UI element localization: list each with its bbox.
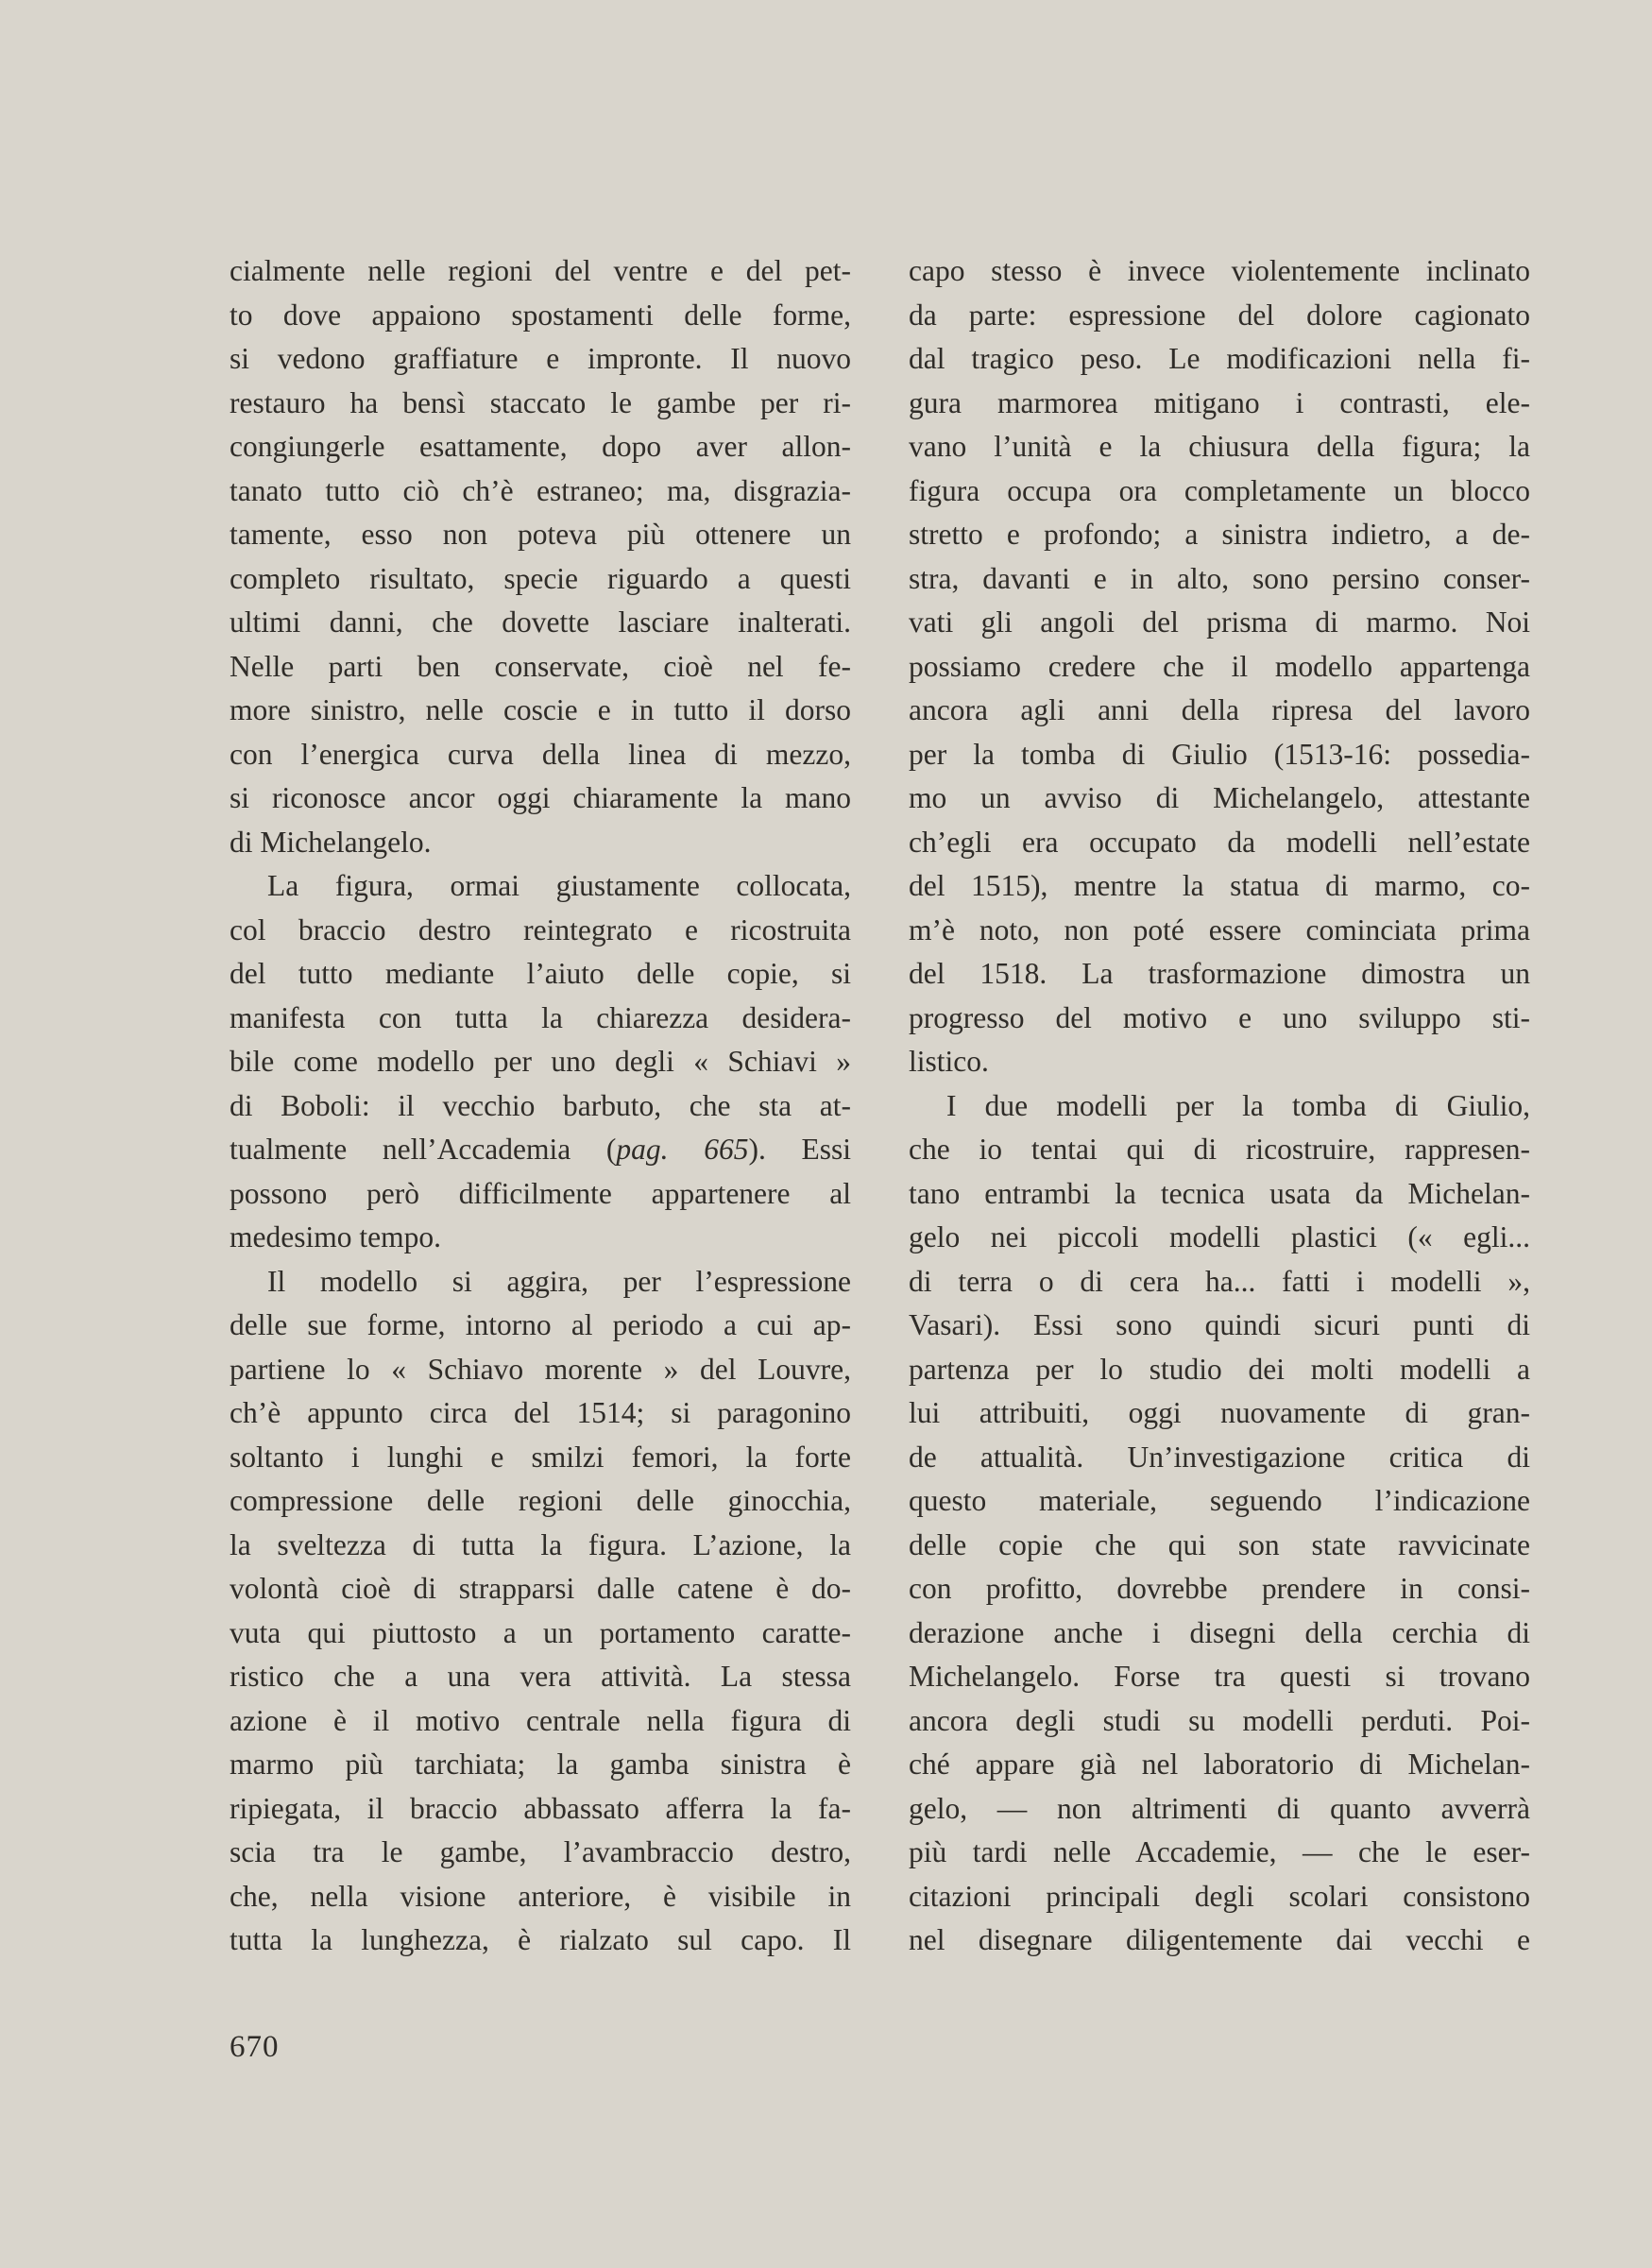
text-line: ancora agli anni della ripresa del lavoro (909, 693, 1530, 726)
page-reference: pag. 665 (616, 1133, 749, 1166)
text-line: possono però difficilmente appartenere al (230, 1176, 851, 1210)
text-line: marmo più tarchiata; la gamba sinistra è (230, 1748, 851, 1781)
text-line: more sinistro, nelle coscie e in tutto il dorso (230, 693, 851, 726)
text-line: vati gli angoli del prisma di marmo. Noi (909, 605, 1530, 639)
text-line: m’è noto, non poté essere cominciata prima (909, 912, 1530, 946)
page-number: 670 (230, 2030, 280, 2064)
text-line: delle copie che qui son state ravvicinate (909, 1527, 1530, 1561)
text-line: del 1515), mentre la statua di marmo, co- (909, 869, 1530, 902)
right-text-column (909, 249, 1530, 1963)
text-line: Michelangelo. Forse tra questi si trovano (909, 1660, 1530, 1693)
text-line: tualmente nell’Accademia (pag. 665). Essi (230, 1133, 851, 1166)
text-line: delle sue forme, intorno al periodo a cui ap- (230, 1308, 851, 1341)
text-line: tanato tutto ciò ch’è estraneo; ma, disgrazia- (230, 473, 851, 507)
text-line: del 1518. La trasformazione dimostra un (909, 957, 1530, 990)
text-line: di terra o di cera ha... fatti i modelli », (909, 1264, 1530, 1298)
text-line: ch’egli era occupato da modelli nell’estate (909, 825, 1530, 859)
text-line: ultimi danni, che dovette lasciare inalterati. (230, 605, 851, 639)
text-line: tamente, esso non poteva più ottenere un (230, 518, 851, 551)
text-line: progresso del motivo e uno sviluppo sti- (909, 1000, 1530, 1034)
text-line: Vasari). Essi sono quindi sicuri punti di (909, 1308, 1530, 1341)
text-line: restauro ha bensì staccato le gambe per ri- (230, 385, 851, 419)
text-line: gelo nei piccoli modelli plastici (« egli... (909, 1220, 1530, 1253)
text-line: dal tragico peso. Le modificazioni nella fi- (909, 342, 1530, 375)
text-line: Nelle parti ben conservate, cioè nel fe- (230, 649, 851, 683)
text-line: nel disegnare diligentemente dai vecchi e (909, 1923, 1530, 1956)
text-line: ristico che a una vera attività. La stessa (230, 1660, 851, 1693)
text-line: azione è il motivo centrale nella figura di (230, 1703, 851, 1737)
text-line: col braccio destro reintegrato e ricostruita (230, 912, 851, 946)
text-line: questo materiale, seguendo l’indicazione (909, 1484, 1530, 1517)
text-line: ancora degli studi su modelli perduti. Poi- (909, 1703, 1530, 1737)
text-line: la sveltezza di tutta la figura. L’azione, la (230, 1527, 851, 1561)
text-line: gura marmorea mitigano i contrasti, ele- (909, 385, 1530, 419)
text-line: cialmente nelle regioni del ventre e del pet- (230, 254, 851, 287)
text-line: vuta qui piuttosto a un portamento caratte- (230, 1615, 851, 1649)
text-line: che io tentai qui di ricostruire, rappresen- (909, 1133, 1530, 1166)
text-line: derazione anche i disegni della cerchia di (909, 1615, 1530, 1649)
text-line: lui attribuiti, oggi nuovamente di gran- (909, 1396, 1530, 1429)
text-line: volontà cioè di strapparsi dalle catene è do- (230, 1572, 851, 1605)
text-line: di Michelangelo. (230, 825, 432, 859)
text-line: gelo, — non altrimenti di quanto avverrà (909, 1791, 1530, 1825)
text-line: partenza per lo studio dei molti modelli a (909, 1352, 1530, 1386)
text-line: ripiegata, il braccio abbassato afferra la fa- (230, 1791, 851, 1825)
text-line: stra, davanti e in alto, sono persino conser- (909, 561, 1530, 595)
text-line: to dove appaiono spostamenti delle forme, (230, 298, 851, 332)
text-line: manifesta con tutta la chiarezza desidera- (230, 1000, 851, 1034)
text-line: I due modelli per la tomba di Giulio, (946, 1088, 1530, 1122)
text-line: vano l’unità e la chiusura della figura; la (909, 430, 1530, 463)
text-line: listico. (909, 1045, 989, 1078)
text-line: de attualità. Un’investigazione critica di (909, 1440, 1530, 1474)
text-line: con l’energica curva della linea di mezzo, (230, 737, 851, 771)
text-line: si riconosce ancor oggi chiaramente la mano (230, 781, 851, 814)
text-line: con profitto, dovrebbe prendere in consi- (909, 1572, 1530, 1605)
text-line: Il modello si aggira, per l’espressione (267, 1264, 851, 1298)
text-line: di Boboli: il vecchio barbuto, che sta at- (230, 1088, 851, 1122)
text-line: ché appare già nel laboratorio di Michelan- (909, 1748, 1530, 1781)
left-text-column (230, 249, 851, 1963)
text-line: citazioni principali degli scolari consistono (909, 1879, 1530, 1913)
text-line: mo un avviso di Michelangelo, attestante (909, 781, 1530, 814)
text-line: possiamo credere che il modello appartenga (909, 649, 1530, 683)
text-line: figura occupa ora completamente un blocco (909, 473, 1530, 507)
text-line: compressione delle regioni delle ginocchia, (230, 1484, 851, 1517)
text-line: per la tomba di Giulio (1513-16: possedia- (909, 737, 1530, 771)
text-line: che, nella visione anteriore, è visibile in (230, 1879, 851, 1913)
text-line: da parte: espressione del dolore cagionato (909, 298, 1530, 332)
text-line: soltanto i lunghi e smilzi femori, la forte (230, 1440, 851, 1474)
text-line: scia tra le gambe, l’avambraccio destro, (230, 1835, 851, 1868)
text-line: tano entrambi la tecnica usata da Michelan- (909, 1176, 1530, 1210)
text-line: medesimo tempo. (230, 1220, 441, 1253)
text-line: stretto e profondo; a sinistra indietro, a de- (909, 518, 1530, 551)
text-line: congiungerle esattamente, dopo aver allon- (230, 430, 851, 463)
text-line: La figura, ormai giustamente collocata, (267, 869, 851, 902)
text-line: bile come modello per uno degli « Schiavi » (230, 1045, 851, 1078)
text-line: si vedono graffiature e impronte. Il nuovo (230, 342, 851, 375)
text-line: capo stesso è invece violentemente inclinato (909, 254, 1530, 287)
text-line: partiene lo « Schiavo morente » del Louvre, (230, 1352, 851, 1386)
text-line: completo risultato, specie riguardo a questi (230, 561, 851, 595)
text-line: più tardi nelle Accademie, — che le eser- (909, 1835, 1530, 1868)
text-line: ch’è appunto circa del 1514; si paragonino (230, 1396, 851, 1429)
text-line: tutta la lunghezza, è rialzato sul capo. Il (230, 1923, 851, 1956)
text-line: del tutto mediante l’aiuto delle copie, si (230, 957, 851, 990)
